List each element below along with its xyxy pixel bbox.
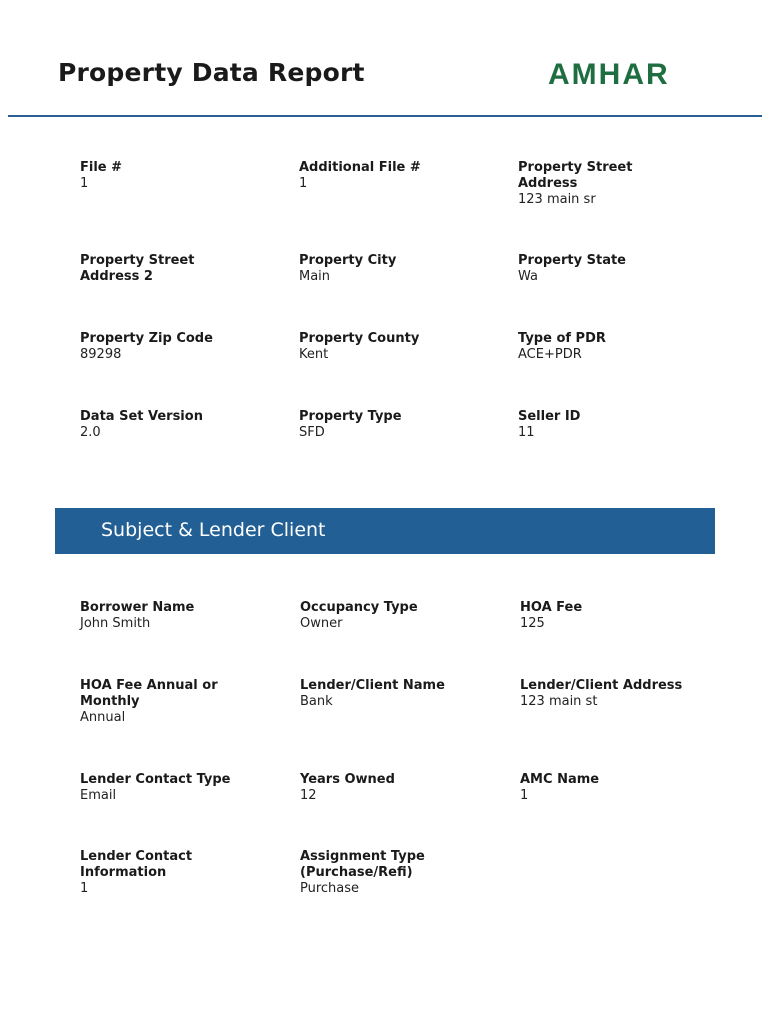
field-label: Property Type bbox=[299, 409, 402, 424]
field-label: File # bbox=[80, 160, 123, 175]
field-label: Property City bbox=[299, 253, 397, 268]
field-label: HOA Fee Annual or Monthly bbox=[80, 678, 218, 709]
field-value: 123 main st bbox=[520, 694, 598, 709]
field-years-owned bbox=[300, 772, 490, 804]
field-data-set-version bbox=[80, 409, 270, 441]
field-value: 11 bbox=[518, 425, 535, 440]
field-label: Seller ID bbox=[518, 409, 581, 424]
field-label: Lender/Client Address bbox=[520, 678, 683, 693]
field-property-state bbox=[518, 253, 708, 285]
field-value: 123 main sr bbox=[518, 192, 596, 207]
field-amc-name bbox=[520, 772, 710, 804]
field-lender-client-address bbox=[520, 678, 720, 710]
field-label: AMC Name bbox=[520, 772, 600, 787]
field-seller-id bbox=[518, 409, 708, 441]
field-label: Type of PDR bbox=[518, 331, 606, 346]
field-value: John Smith bbox=[80, 616, 151, 631]
field-label: HOA Fee bbox=[520, 600, 583, 615]
amhar-logo: AMHAR bbox=[548, 58, 670, 91]
field-lender-contact-type bbox=[80, 772, 270, 804]
field-label: Lender Contact Type bbox=[80, 772, 231, 787]
field-property-type bbox=[299, 409, 489, 441]
field-file-number bbox=[80, 160, 270, 192]
field-property-county bbox=[299, 331, 489, 363]
field-value: 1 bbox=[299, 176, 308, 191]
field-lender-contact-information bbox=[80, 849, 230, 897]
field-value: 1 bbox=[520, 788, 529, 803]
field-value: Annual bbox=[80, 710, 126, 725]
field-label: Years Owned bbox=[300, 772, 395, 787]
field-property-street-address-2 bbox=[80, 253, 230, 285]
field-label: Lender Contact Information bbox=[80, 849, 193, 880]
field-value: 125 bbox=[520, 616, 545, 631]
field-value: Main bbox=[299, 269, 331, 284]
field-value: Bank bbox=[300, 694, 333, 709]
field-value: SFD bbox=[299, 425, 325, 440]
section-banner bbox=[55, 508, 715, 554]
field-label: Data Set Version bbox=[80, 409, 203, 424]
field-property-zip-code bbox=[80, 331, 270, 363]
field-occupancy-type bbox=[300, 600, 490, 632]
field-assignment-type bbox=[300, 849, 450, 897]
field-value: Owner bbox=[300, 616, 343, 631]
field-value: Kent bbox=[299, 347, 329, 362]
field-value: ACE+PDR bbox=[518, 347, 582, 362]
field-hoa-fee bbox=[520, 600, 710, 632]
field-additional-file-number bbox=[299, 160, 489, 192]
section-title: Subject & Lender Client bbox=[101, 519, 326, 541]
field-value: Wa bbox=[518, 269, 538, 284]
header-divider bbox=[8, 115, 762, 117]
field-type-of-pdr bbox=[518, 331, 708, 363]
field-label: Borrower Name bbox=[80, 600, 195, 615]
field-label: Property County bbox=[299, 331, 420, 346]
field-label: Additional File # bbox=[299, 160, 421, 175]
field-value: Email bbox=[80, 788, 117, 803]
field-value: 12 bbox=[300, 788, 317, 803]
field-value: 2.0 bbox=[80, 425, 101, 440]
field-property-city bbox=[299, 253, 489, 285]
field-label: Property Street Address bbox=[518, 160, 633, 191]
field-lender-client-name bbox=[300, 678, 490, 710]
field-label: Property Street Address 2 bbox=[80, 253, 195, 284]
field-label: Lender/Client Name bbox=[300, 678, 445, 693]
field-label: Property Zip Code bbox=[80, 331, 213, 346]
field-label: Assignment Type (Purchase/Refi) bbox=[300, 849, 425, 880]
field-borrower-name bbox=[80, 600, 270, 632]
field-value: Purchase bbox=[300, 881, 360, 896]
field-property-street-address bbox=[518, 160, 668, 208]
field-label: Property State bbox=[518, 253, 626, 268]
field-value: 89298 bbox=[80, 347, 122, 362]
field-label: Occupancy Type bbox=[300, 600, 418, 615]
page-title: Property Data Report bbox=[58, 58, 365, 87]
field-value: 1 bbox=[80, 881, 89, 896]
field-value: 1 bbox=[80, 176, 89, 191]
field-hoa-fee-annual-or-monthly bbox=[80, 678, 240, 726]
